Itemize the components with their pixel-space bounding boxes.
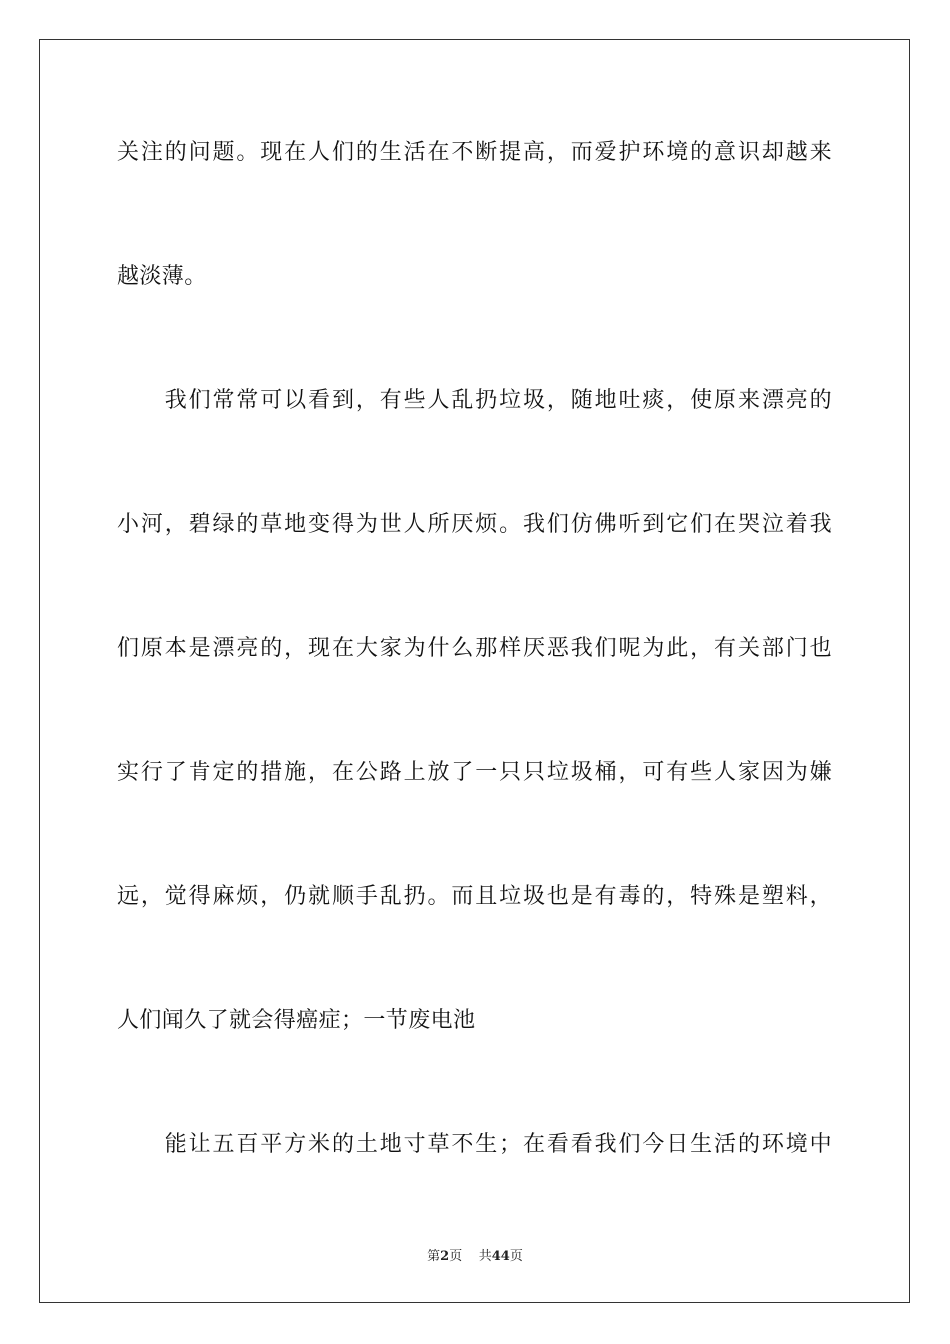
text-line-5: 们原本是漂亮的，现在大家为什么那样厌恶我们呢为此，有关部门也 (117, 636, 832, 661)
text-line-9: 能让五百平方米的土地寸草不生；在看看我们今日生活的环境中 (117, 1132, 832, 1157)
text-line-8: 人们闻久了就会得癌症；一节废电池 (117, 1008, 476, 1033)
text-line-6: 实行了肯定的措施，在公路上放了一只只垃圾桶，可有些人家因为嫌 (117, 760, 832, 785)
text-line-1: 关注的问题。现在人们的生活在不断提高，而爱护环境的意识却越来 (117, 140, 832, 165)
page-border (39, 39, 910, 1303)
footer-page-number: 2 (440, 1249, 450, 1264)
text-line-7: 远，觉得麻烦，仍就顺手乱扔。而且垃圾也是有毒的，特殊是塑料， (117, 884, 832, 909)
page-footer (0, 1248, 950, 1266)
text-line-3: 我们常常可以看到，有些人乱扔垃圾，随地吐痰，使原来漂亮的 (117, 388, 832, 413)
footer-page-prefix: 第 (427, 1249, 441, 1264)
footer-page-suffix: 页 (449, 1249, 463, 1264)
footer-total-suffix: 页 (509, 1249, 523, 1264)
footer-total-pages: 44 (491, 1249, 510, 1264)
footer-total-prefix: 共 (478, 1249, 492, 1264)
text-line-4: 小河，碧绿的草地变得为世人所厌烦。我们仿佛听到它们在哭泣着我 (117, 512, 832, 537)
text-line-2: 越淡薄。 (117, 264, 207, 289)
